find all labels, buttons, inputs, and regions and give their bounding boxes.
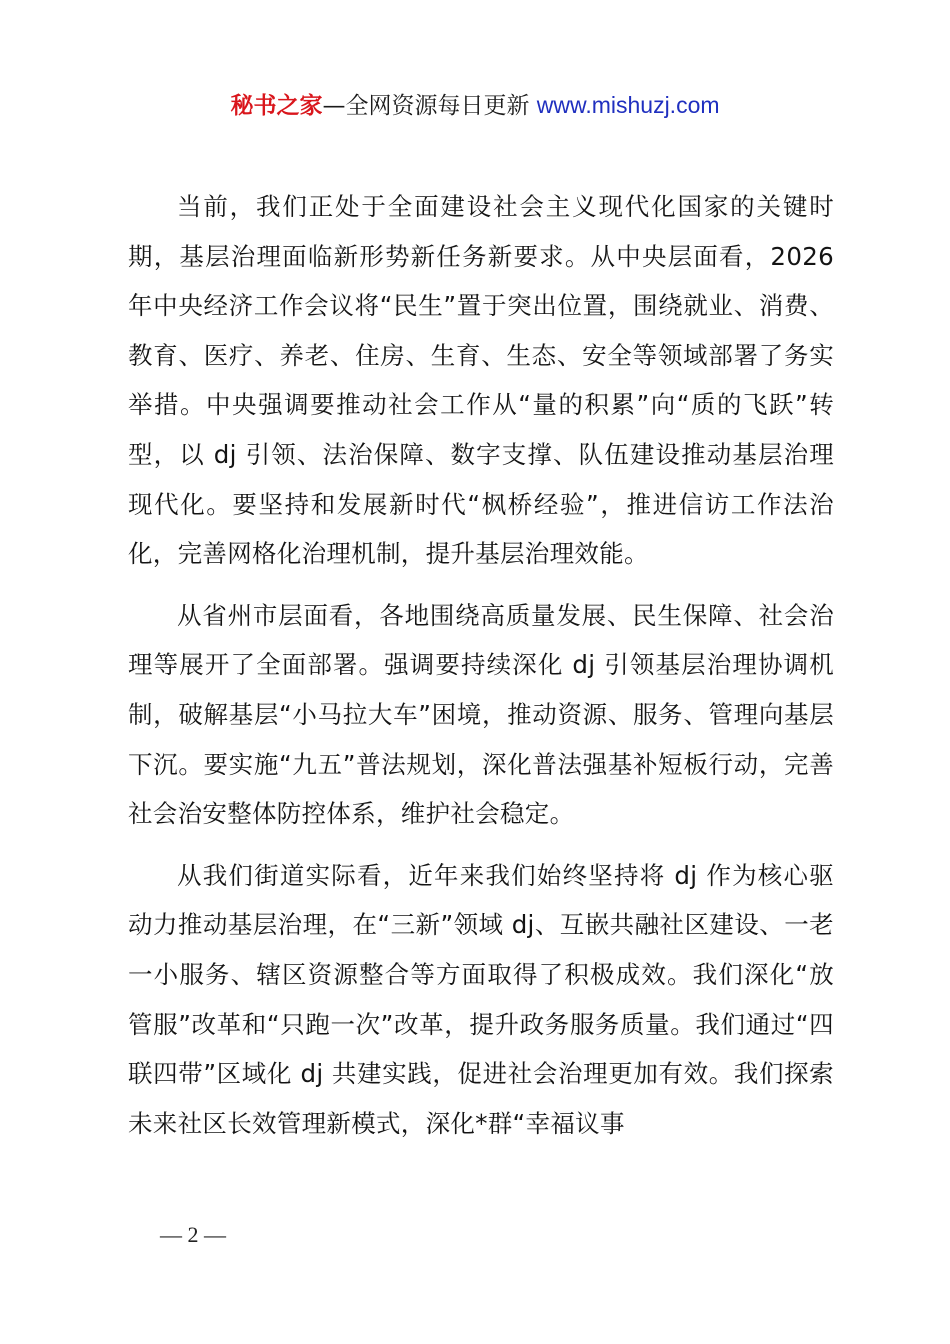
- page-number: — 2 —: [160, 1222, 226, 1247]
- paragraph-central-level: 当前，我们正处于全面建设社会主义现代化国家的关键时期，基层治理面临新形势新任务新要求。从中央层面看，2026年中央经济工作会议将“民生”置于突出位置，围绕就业、消费、教育、医疗、养老、住房、生育、生态、安全等领域部署了务实举措。中央强调要推动社会工作从“量的积累”向“质的飞跃”转型，以 dj 引领、法治保障、数字支撑、队伍建设推动基层治理现代化。要坚持和发展新时代“枫桥经验”，推进信访工作法治化，完善网格化治理机制，提升基层治理效能。: [128, 192, 834, 569]
- brand-name: 秘书之家: [230, 93, 323, 119]
- site-url-link[interactable]: www.mishuzj.com: [536, 92, 720, 118]
- paragraph-street-level: 从我们街道实际看，近年来我们始终坚持将 dj 作为核心驱动力推动基层治理，在“三新”领域 dj、互嵌共融社区建设、一老一小服务、辖区资源整合等方面取得了积极成效。我们深化“放管服”改革和“只跑一次”改革，提升政务服务质量。我们通过“四联四带”区域化 dj 共建实践，促进社会治理更加有效。我们探索未来社区长效管理新模式，深化*群“幸福议事: [128, 860, 834, 1138]
- header-tagline: —全网资源每日更新: [322, 93, 537, 119]
- paragraph-provincial-level: 从省州市层面看，各地围绕高质量发展、民生保障、社会治理等展开了全面部署。强调要持续深化 dj 引领基层治理协调机制，破解基层“小马拉大车”困境，推动资源、服务、管理向基层下沉。要实施“九五”普法规划，深化普法强基补短板行动，完善社会治安整体防控体系，维护社会稳定。: [128, 600, 834, 829]
- document-body: [128, 182, 834, 1160]
- page-header: [0, 88, 950, 123]
